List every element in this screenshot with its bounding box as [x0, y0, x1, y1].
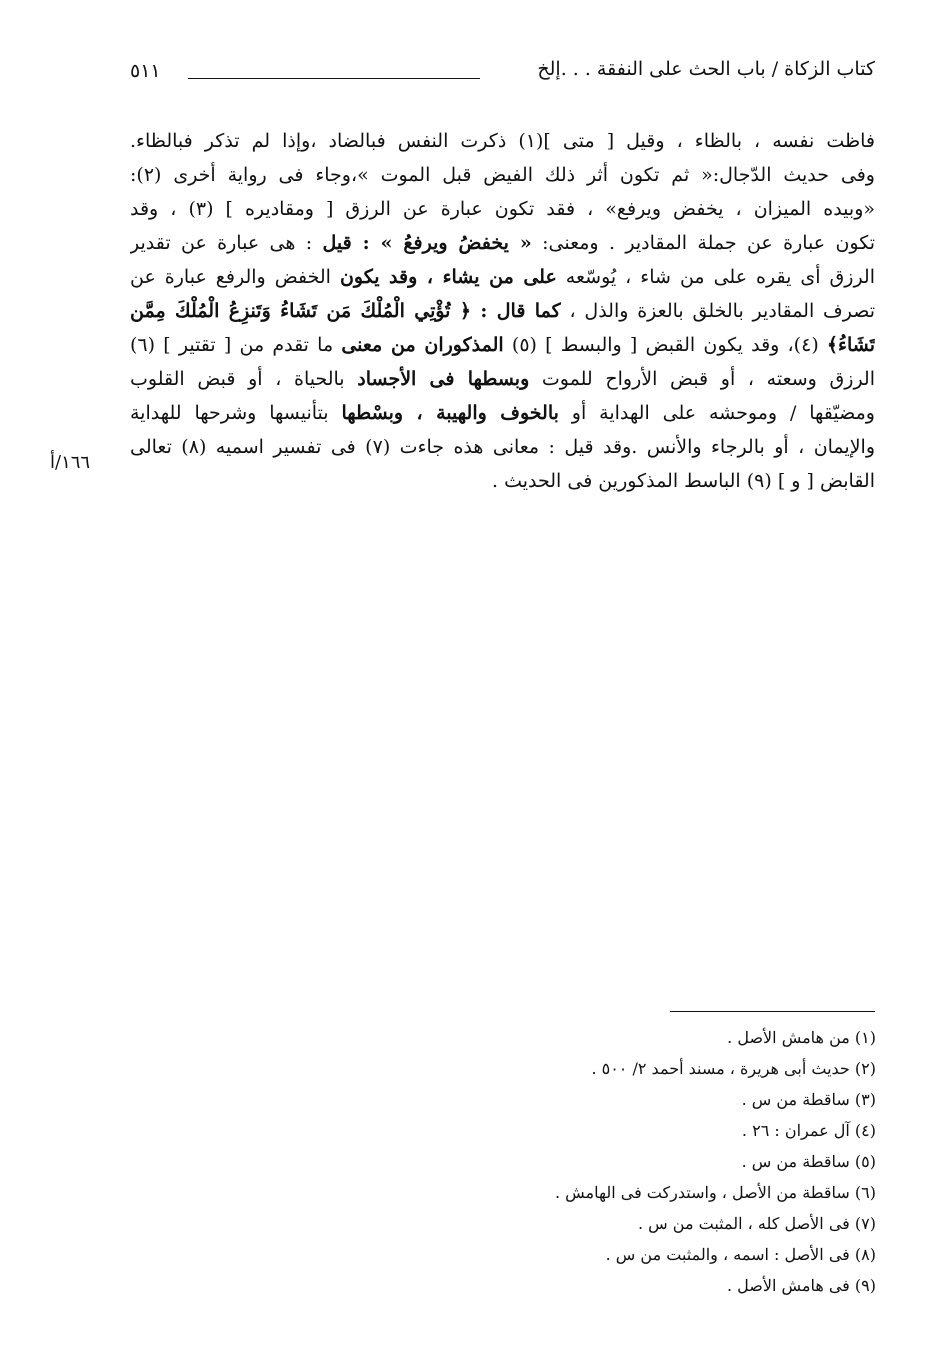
footnote: (٥) ساقطة من س .	[741, 1152, 876, 1171]
text-line: وفى حديث الدّجال:« ثم تكون أثر ذلك الفيض قبل الموت »،وجاء فى رواية أخرى (٢):	[130, 164, 875, 186]
text-line: تَشَاءُ﴾ (٤)، وقد يكون القبض [ والبسط ] (٥) المذكوران من معنى ما تقدم من [ تقتير ] (٦)	[130, 334, 875, 356]
text-line: الرزق وسعته ، أو قبض الأرواح للموت وبسطها فى الأجساد بالحياة ، أو قبض القلوب	[130, 368, 875, 390]
text-line: تكون عبارة عن جملة المقادير . ومعنى: « يخفضُ ويرفعُ » : قيل : هى عبارة عن تقدير	[130, 232, 875, 254]
footnote-separator	[670, 1011, 875, 1012]
footnote: (٢) حديث أبى هريرة ، مسند أحمد ٢/ ٥٠٠ .	[591, 1059, 876, 1078]
footnote: (٩) فى هامش الأصل .	[726, 1276, 876, 1295]
folio-margin-note: ١٦٦/أ	[50, 452, 91, 473]
footnote: (٦) ساقطة من الأصل ، واستدركت فى الهامش .	[554, 1183, 876, 1202]
text-line: فاظت نفسه ، بالظاء ، وقيل [ متى ](١) ذكرت النفس فبالضاد ،وإذا لم تذكر فبالظاء.	[130, 130, 875, 152]
text-line: الرزق أى يقره على من شاء ، يُوسّعه على من يشاء ، وقد يكون الخفض والرفع عبارة عن	[130, 266, 875, 288]
text-line: القابض [ و ] (٩) الباسط المذكورين فى الحديث .	[491, 470, 875, 492]
text-line: والإيمان ، أو بالرجاء والأنس .وقد قيل : معانى هذه جاءت (٧) فى تفسير اسميه (٨) تعالى	[130, 436, 875, 458]
footnote: (٣) ساقطة من س .	[741, 1090, 876, 1109]
header-rule	[188, 78, 480, 79]
main-text	[130, 124, 875, 498]
footnote: (٤) آل عمران : ٢٦ .	[741, 1121, 876, 1140]
footnote: (٧) فى الأصل كله ، المثبت من س .	[638, 1214, 876, 1233]
text-line: ومضيّقها / وموحشه على الهداية أو بالخوف والهيبة ، وبسْطها بتأنيسها وشرحها للهداية	[130, 402, 875, 424]
page-number: ٥١١	[130, 60, 161, 82]
text-line: «وبيده الميزان ، يخفض ويرفع» ، فقد تكون عبارة عن الرزق [ ومقاديره ] (٣) ، وقد	[130, 198, 875, 220]
footnote: (٨) فى الأصل : اسمه ، والمثبت من س .	[605, 1245, 876, 1264]
running-header	[130, 58, 875, 94]
footnotes	[376, 1022, 876, 1301]
text-line: تصرف المقادير بالخلق بالعزة والذل ، كما قال : ﴿ تُؤْتِي الْمُلْكَ مَن تَشَاءُ وَتَنزِعُ الْمُلْكَ مِمَّن	[130, 300, 875, 322]
chapter-title: كتاب الزكاة / باب الحث على النفقة . . .إلخ	[537, 58, 875, 80]
footnote: (١) من هامش الأصل .	[727, 1028, 876, 1047]
